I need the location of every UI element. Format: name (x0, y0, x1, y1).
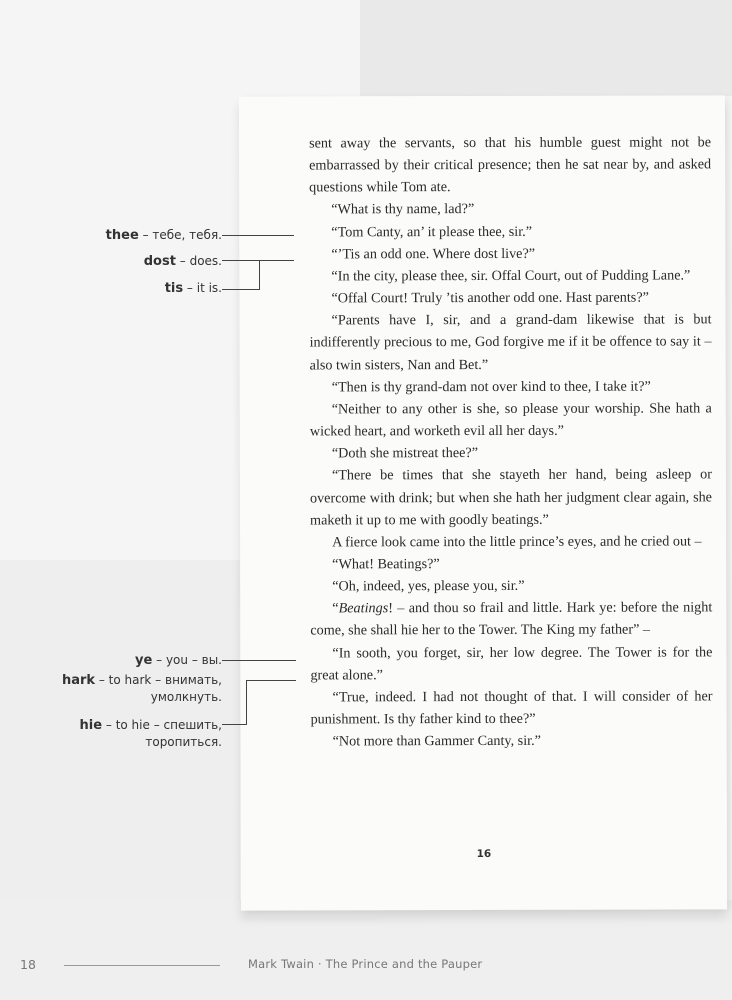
paragraph: “Parents have I, sir, and a grand-dam likewise that is but indifferently precious to me, God forgive me if it be offence to say it – also twin sisters, Nan and Bet.” (309, 311, 712, 374)
glossary-definition-cont: умолкнуть. (150, 690, 222, 704)
footer-divider (64, 965, 220, 966)
footer-page-number: 18 (20, 957, 36, 972)
glossary-entry-hie (80, 717, 222, 750)
connector-line (222, 289, 260, 290)
scan-background-patch (360, 0, 732, 96)
glossary-definition: – to hie – спешить, (102, 718, 222, 732)
connector-line (222, 660, 296, 661)
glossary-term: ye (135, 653, 153, 668)
connector-line (222, 724, 247, 725)
book-page (239, 95, 727, 910)
glossary-definition: – you – вы. (152, 653, 222, 667)
page-text (309, 131, 713, 752)
paragraph: “True, indeed. I had not thought of that. I will consider of her punishment. Is thy father kind to thee?” (310, 688, 713, 728)
paragraph: “Doth she mistreat thee?” (331, 445, 479, 462)
glossary-entry-ye (135, 652, 222, 669)
paragraph: “Not more than Gammer Canty, sir.” (332, 733, 541, 750)
glossary-term: thee (105, 228, 139, 243)
paragraph: “Oh, indeed, yes, please you, sir.” (332, 578, 525, 595)
glossary-term: hie (79, 718, 103, 733)
glossary-term: hark (61, 673, 96, 688)
paragraph: “Neither to any other is she, so please your worship. She hath a wicked heart, and worketh evil all her days.” (309, 400, 712, 440)
connector-line (246, 680, 247, 725)
glossary-term: dost (143, 254, 176, 269)
paragraph: “’Tis an odd one. Where dost live?” (331, 245, 536, 263)
glossary-entry-hark (62, 672, 222, 705)
glossary-definition: – does. (175, 254, 222, 268)
paragraph: “In sooth, you forget, sir, her low degree. The Tower is for the great alone.” (310, 643, 713, 684)
connector-line (259, 260, 260, 290)
glossary-definition: – to hark – внимать, (95, 673, 222, 687)
glossary-entry-tis (165, 280, 222, 297)
italic-word: Beatings (338, 600, 389, 617)
connector-line (222, 235, 294, 236)
paragraph: “What is thy name, lad?” (331, 201, 475, 218)
glossary-term: tis (164, 281, 184, 296)
paragraph: sent away the servants, so that his humble guest might not be embarrassed by their critical presence; then he sat near by, and asked questions while Tom ate. (309, 134, 712, 196)
paragraph-rest: ! – and thou so frail and little. Hark ye: before the night come, she shall hie her to the Tower. The King my father” – (310, 599, 713, 639)
paragraph: “There be times that she stayeth her hand, being asleep or overcome with drink; but when she hath her judgment clear again, she maketh it up to me with goodly beatings.” (309, 466, 713, 529)
paragraph: “In the city, please thee, sir. Offal Court, out of Pudding Lane.” (331, 267, 691, 285)
glossary-entry-thee (106, 227, 222, 244)
connector-line (222, 260, 294, 261)
glossary-definition: – it is. (183, 281, 222, 295)
paragraph: “Tom Canty, an’ it please thee, sir.” (331, 223, 533, 241)
paragraph: “Offal Court! Truly ’tis another odd one. Hast parents?” (331, 289, 649, 307)
glossary-entry-dost (144, 253, 222, 270)
footer-book-title: Mark Twain · The Prince and the Pauper (248, 957, 483, 971)
scan-background-patch (0, 900, 732, 1000)
glossary-definition: – тебе, тебя. (138, 228, 222, 242)
paragraph: “Then is thy grand-dam not over kind to thee, I take it?” (331, 378, 651, 396)
open-quote: “ (332, 600, 339, 617)
paragraph: “What! Beatings?” (332, 556, 440, 573)
glossary-definition-cont: торопиться. (145, 735, 222, 749)
connector-line (246, 680, 296, 681)
inner-page-number: 16 (476, 847, 492, 861)
paragraph-beatings (310, 597, 712, 642)
paragraph: A fierce look came into the little prince’s eyes, and he cried out – (332, 533, 702, 551)
